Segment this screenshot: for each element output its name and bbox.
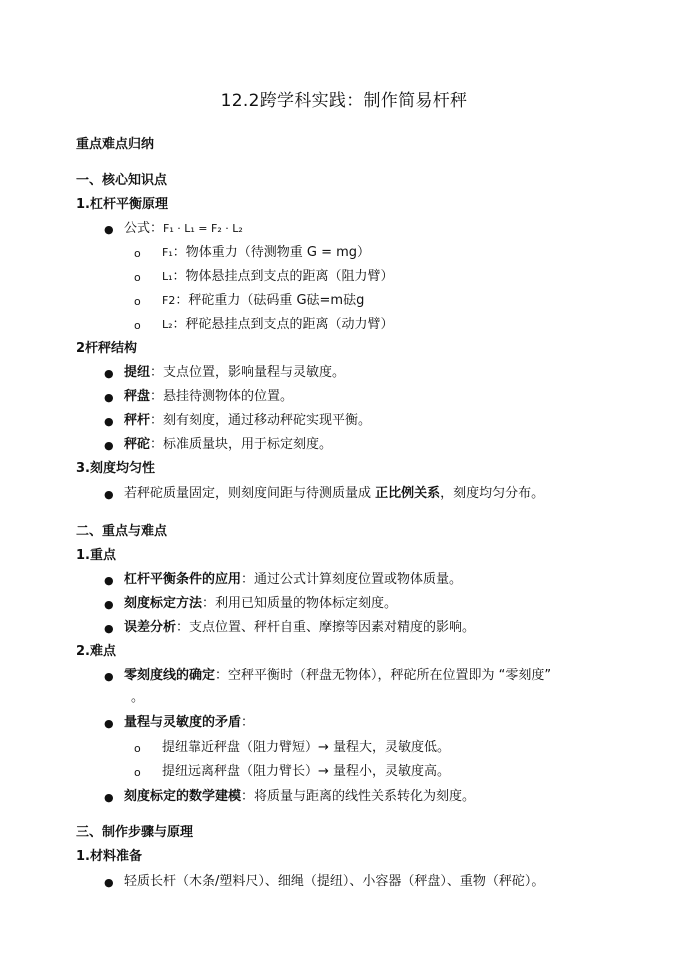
formula-item	[162, 268, 394, 286]
summary-heading: 重点难点归纳	[76, 137, 155, 152]
key-point-text: ：利用已知质量的物体标定刻度。	[202, 596, 398, 611]
difficulty-text: ：	[241, 715, 255, 730]
difficulty-item	[124, 714, 254, 732]
bullet-icon: ●	[104, 717, 114, 730]
structure-text: ：标准质量块，用于标定刻度。	[150, 437, 333, 452]
materials-item: 轻质长杆（木条/塑料尺）、细绳（提纽）、小容器（秤盘）、重物（秤砣）。	[124, 874, 545, 889]
bullet-icon: ●	[104, 574, 114, 587]
key-point-item	[124, 571, 462, 589]
uniformity-item	[124, 485, 544, 503]
structure-term: 秤杆	[124, 413, 151, 428]
bullet-icon: ●	[104, 622, 114, 635]
circle-bullet-icon: o	[134, 742, 141, 755]
tradeoff-item: 提纽靠近秤盘（阻力臂短）→ 量程大，灵敏度低。	[162, 740, 451, 755]
section2-sub1-heading: 1.重点	[76, 548, 116, 563]
key-point-term: 误差分析	[124, 620, 177, 635]
difficulty-item	[124, 667, 551, 685]
section1-sub3-heading: 3.刻度均匀性	[76, 461, 155, 476]
formula-item-text: ：物体重力（待测物重 G = mg）	[172, 245, 371, 260]
uniformity-text-a: 若秤砣质量固定，则刻度间距与待测质量成	[124, 486, 376, 501]
bullet-icon: ●	[104, 670, 114, 683]
formula: F₁ · L₁ = F₂ · L₂	[163, 222, 243, 235]
section2-sub2-heading: 2.难点	[76, 644, 116, 659]
formula-item-symbol: F₁	[162, 246, 173, 259]
uniformity-text-b: ，刻度均匀分布。	[440, 486, 545, 501]
tradeoff-item: 提纽远离秤盘（阻力臂长）→ 量程小，灵敏度高。	[162, 764, 451, 779]
structure-item	[124, 388, 293, 406]
difficulty-term: 量程与灵敏度的矛盾	[124, 715, 242, 730]
bullet-icon: ●	[104, 439, 114, 452]
structure-term: 秤盘	[124, 389, 151, 404]
key-point-text: ：通过公式计算刻度位置或物体质量。	[241, 572, 463, 587]
section1-sub1-heading: 1.杠杆平衡原理	[76, 197, 168, 212]
difficulty-term: 零刻度线的确定	[124, 668, 216, 683]
structure-item	[124, 364, 345, 382]
difficulty-item	[124, 788, 475, 806]
difficulty-text-continuation: 。	[131, 690, 145, 705]
section1-sub2-heading: 2杆秤结构	[76, 341, 138, 356]
key-point-text: ：支点位置、秤杆自重、摩擦等因素对精度的影响。	[176, 620, 476, 635]
section1-heading: 一、核心知识点	[76, 173, 168, 188]
circle-bullet-icon: o	[134, 247, 141, 260]
uniformity-bold: 正比例关系	[375, 486, 441, 501]
structure-item	[124, 412, 371, 430]
formula-line	[124, 220, 243, 238]
formula-item-text: ：秤砣悬挂点到支点的距离（动力臂）	[172, 317, 394, 332]
difficulty-text: ：将质量与距离的线性关系转化为刻度。	[241, 789, 476, 804]
circle-bullet-icon: o	[134, 271, 141, 284]
difficulty-text: ：空秤平衡时（秤盘无物体），秤砣所在位置即为 “零刻度”	[215, 668, 552, 683]
formula-item-symbol: F2	[162, 294, 176, 307]
formula-item-text: ：物体悬挂点到支点的距离（阻力臂）	[172, 269, 394, 284]
structure-item	[124, 436, 332, 454]
formula-item-symbol: L₂	[162, 318, 173, 331]
section3-sub1-heading: 1.材料准备	[76, 849, 142, 864]
difficulty-term: 刻度标定的数学建模	[124, 789, 242, 804]
key-point-term: 杠杆平衡条件的应用	[124, 572, 242, 587]
key-point-item	[124, 619, 475, 637]
bullet-icon: ●	[104, 791, 114, 804]
bullet-icon: ●	[104, 876, 114, 889]
bullet-icon: ●	[104, 488, 114, 501]
circle-bullet-icon: o	[134, 295, 141, 308]
structure-text: ：支点位置，影响量程与灵敏度。	[150, 365, 346, 380]
bullet-icon: ●	[104, 367, 114, 380]
bullet-icon: ●	[104, 223, 114, 236]
section3-heading: 三、制作步骤与原理	[76, 825, 194, 840]
structure-text: ：悬挂待测物体的位置。	[150, 389, 294, 404]
page-title: 12.2跨学科实践：制作简易杆秤	[220, 91, 468, 111]
bullet-icon: ●	[104, 391, 114, 404]
circle-bullet-icon: o	[134, 319, 141, 332]
key-point-term: 刻度标定方法	[124, 596, 203, 611]
key-point-item	[124, 595, 397, 613]
formula-item	[162, 316, 394, 334]
formula-item	[162, 292, 364, 310]
bullet-icon: ●	[104, 598, 114, 611]
circle-bullet-icon: o	[134, 766, 141, 779]
formula-item-symbol: L₁	[162, 270, 173, 283]
structure-term: 秤砣	[124, 437, 151, 452]
bullet-icon: ●	[104, 415, 114, 428]
structure-text: ：刻有刻度，通过移动秤砣实现平衡。	[150, 413, 372, 428]
structure-term: 提纽	[124, 365, 151, 380]
formula-item-text: ：秤砣重力（砝码重 G砝=m砝g	[175, 293, 365, 308]
formula-item	[162, 244, 370, 262]
formula-label: 公式：	[124, 221, 164, 236]
section2-heading: 二、重点与难点	[76, 524, 168, 539]
